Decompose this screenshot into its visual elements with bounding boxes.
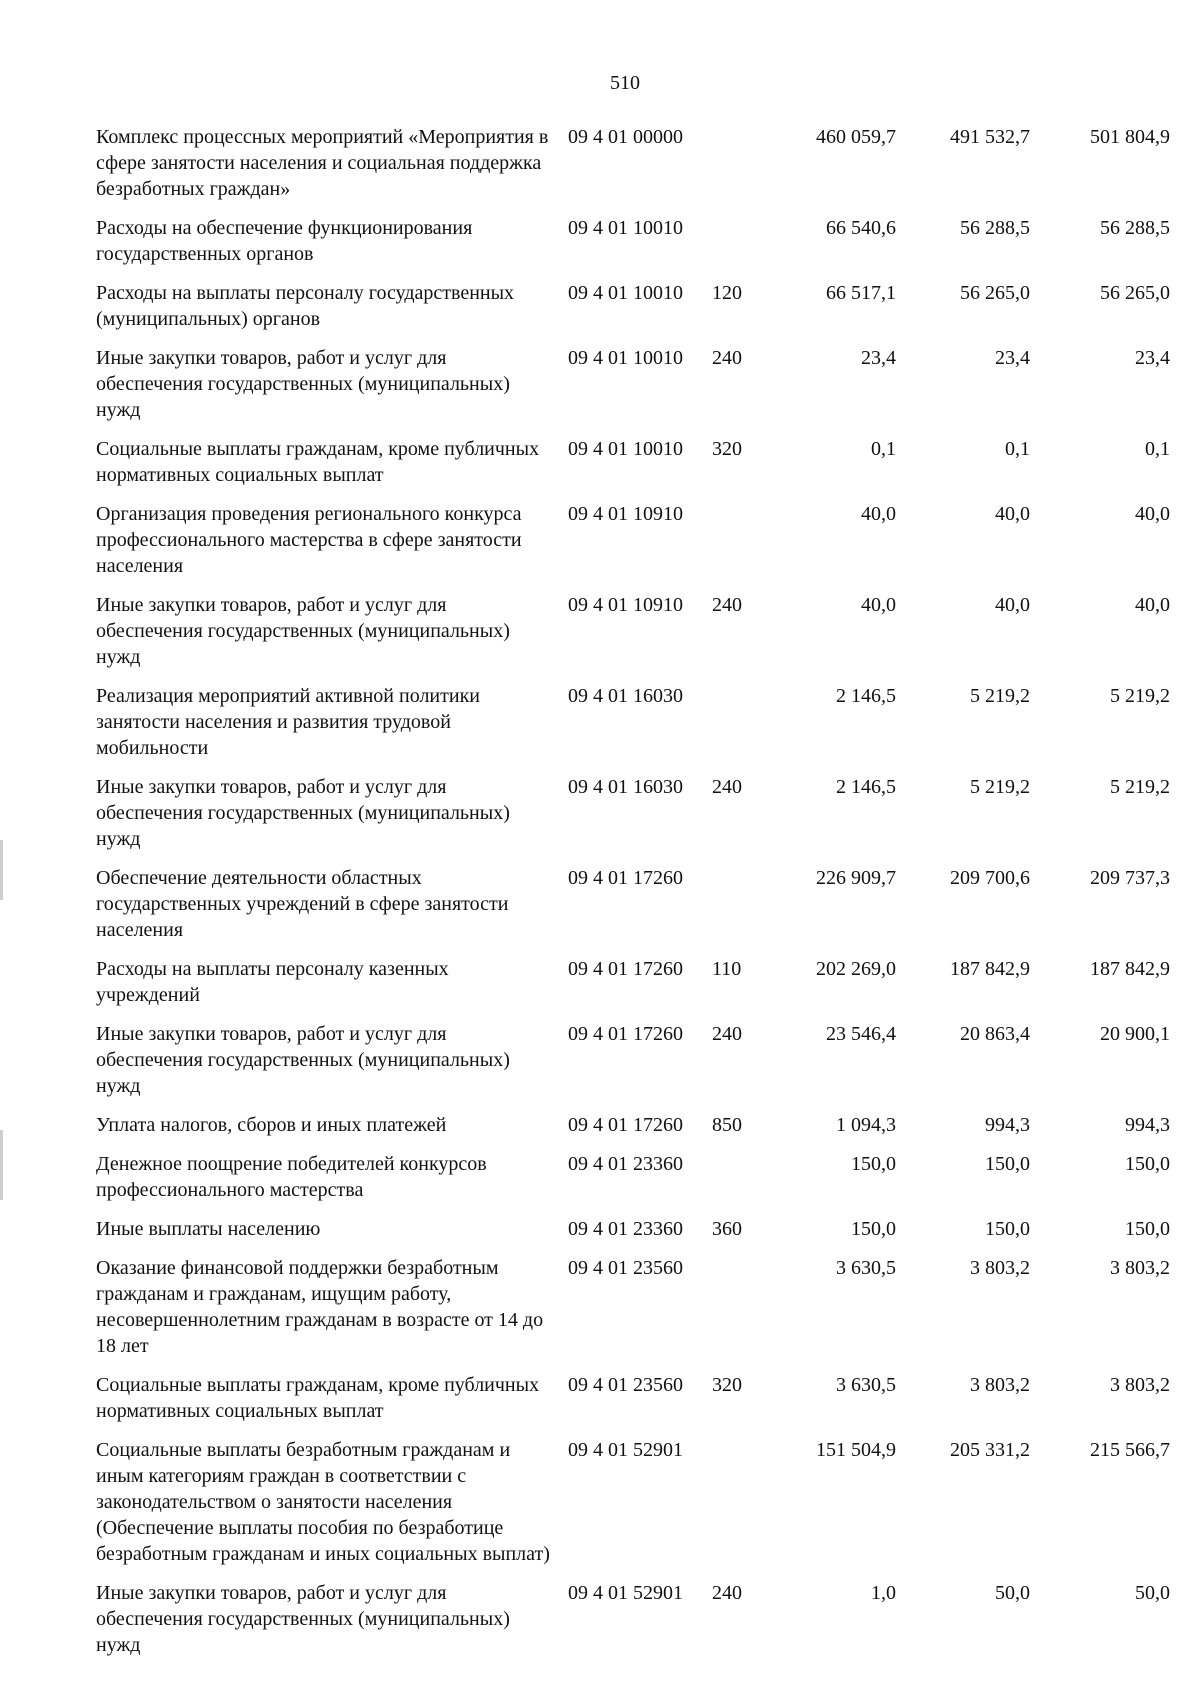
expense-name: Расходы на обеспечение функционирования государственных органов: [96, 217, 473, 265]
amount-year-2: 5 219,2: [970, 685, 1030, 707]
amount-year-3: 209 737,3: [1090, 867, 1170, 889]
target-article-code: 09 4 01 00000: [568, 126, 683, 148]
amount-year-3: 0,1: [1145, 438, 1170, 460]
amount-year-1: 3 630,5: [836, 1374, 896, 1396]
amount-year-3: 5 219,2: [1110, 685, 1170, 707]
expense-type-code: 110: [712, 958, 742, 980]
table-row: [0, 1372, 1200, 1424]
amount-year-3: 20 900,1: [1100, 1023, 1170, 1045]
amount-year-1: 150,0: [851, 1153, 896, 1175]
amount-year-3: 187 842,9: [1090, 958, 1170, 980]
target-article-code: 09 4 01 10010: [568, 438, 683, 460]
amount-year-1: 151 504,9: [816, 1439, 896, 1461]
amount-year-1: 1 094,3: [836, 1114, 896, 1136]
table-row: [0, 215, 1200, 267]
amount-year-2: 40,0: [995, 503, 1030, 525]
expense-name: Иные закупки товаров, работ и услуг для обеспечения государственных (муниципальных) нужд: [96, 347, 510, 421]
amount-year-2: 40,0: [995, 594, 1030, 616]
amount-year-2: 23,4: [995, 347, 1030, 369]
amount-year-2: 20 863,4: [960, 1023, 1030, 1045]
amount-year-3: 150,0: [1125, 1153, 1170, 1175]
target-article-code: 09 4 01 17260: [568, 1114, 683, 1136]
expense-name: Организация проведения регионального конкурса профессионального мастерства в сфере занятости населения: [96, 503, 522, 577]
target-article-code: 09 4 01 16030: [568, 776, 683, 798]
amount-year-2: 205 331,2: [950, 1439, 1030, 1461]
amount-year-2: 209 700,6: [950, 867, 1030, 889]
amount-year-1: 226 909,7: [816, 867, 896, 889]
amount-year-1: 150,0: [851, 1218, 896, 1240]
table-row: [0, 1112, 1200, 1138]
amount-year-3: 3 803,2: [1110, 1257, 1170, 1279]
amount-year-1: 66 517,1: [826, 282, 896, 304]
amount-year-3: 150,0: [1125, 1218, 1170, 1240]
amount-year-2: 994,3: [985, 1114, 1030, 1136]
expense-name: Уплата налогов, сборов и иных платежей: [96, 1114, 447, 1136]
target-article-code: 09 4 01 52901: [568, 1582, 683, 1604]
expense-name: Комплекс процессных мероприятий «Мероприятия в сфере занятости населения и социальная поддержка безработных граждан»: [96, 126, 549, 200]
amount-year-1: 2 146,5: [836, 685, 896, 707]
amount-year-3: 56 265,0: [1100, 282, 1170, 304]
amount-year-3: 501 804,9: [1090, 126, 1170, 148]
expense-name: Иные закупки товаров, работ и услуг для обеспечения государственных (муниципальных) нужд: [96, 1582, 510, 1656]
expense-name: Иные выплаты населению: [96, 1218, 321, 1240]
amount-year-3: 40,0: [1135, 594, 1170, 616]
amount-year-1: 3 630,5: [836, 1257, 896, 1279]
expense-name: Расходы на выплаты персоналу казенных учреждений: [96, 958, 449, 1006]
table-row: [0, 345, 1200, 423]
budget-table: [0, 124, 1200, 1671]
table-row: [0, 1216, 1200, 1242]
amount-year-2: 0,1: [1005, 438, 1030, 460]
amount-year-2: 150,0: [985, 1153, 1030, 1175]
target-article-code: 09 4 01 10010: [568, 217, 683, 239]
target-article-code: 09 4 01 17260: [568, 1023, 683, 1045]
table-row: [0, 774, 1200, 852]
target-article-code: 09 4 01 52901: [568, 1439, 683, 1461]
amount-year-1: 0,1: [871, 438, 896, 460]
table-row: [0, 501, 1200, 579]
expense-name: Денежное поощрение победителей конкурсов профессионального мастерства: [96, 1153, 487, 1201]
expense-type-code: 240: [712, 1023, 742, 1045]
amount-year-1: 40,0: [861, 503, 896, 525]
amount-year-3: 215 566,7: [1090, 1439, 1170, 1461]
amount-year-1: 460 059,7: [816, 126, 896, 148]
amount-year-2: 187 842,9: [950, 958, 1030, 980]
expense-name: Иные закупки товаров, работ и услуг для обеспечения государственных (муниципальных) нужд: [96, 594, 510, 668]
expense-name: Социальные выплаты гражданам, кроме публичных нормативных социальных выплат: [96, 438, 540, 486]
amount-year-2: 150,0: [985, 1218, 1030, 1240]
table-row: [0, 865, 1200, 943]
target-article-code: 09 4 01 16030: [568, 685, 683, 707]
expense-type-code: 240: [712, 776, 742, 798]
expense-type-code: 320: [712, 438, 742, 460]
amount-year-1: 2 146,5: [836, 776, 896, 798]
amount-year-2: 5 219,2: [970, 776, 1030, 798]
expense-type-code: 320: [712, 1374, 742, 1396]
amount-year-3: 50,0: [1135, 1582, 1170, 1604]
target-article-code: 09 4 01 17260: [568, 867, 683, 889]
target-article-code: 09 4 01 10010: [568, 282, 683, 304]
target-article-code: 09 4 01 17260: [568, 958, 683, 980]
expense-name: Социальные выплаты гражданам, кроме публичных нормативных социальных выплат: [96, 1374, 540, 1422]
scan-edge-mark: [0, 840, 3, 900]
target-article-code: 09 4 01 23360: [568, 1218, 683, 1240]
amount-year-3: 994,3: [1125, 1114, 1170, 1136]
amount-year-1: 40,0: [861, 594, 896, 616]
target-article-code: 09 4 01 23560: [568, 1257, 683, 1279]
table-row: [0, 956, 1200, 1008]
amount-year-2: 3 803,2: [970, 1374, 1030, 1396]
table-row: [0, 1580, 1200, 1658]
expense-type-code: 850: [712, 1114, 742, 1136]
amount-year-3: 56 288,5: [1100, 217, 1170, 239]
target-article-code: 09 4 01 23560: [568, 1374, 683, 1396]
target-article-code: 09 4 01 23360: [568, 1153, 683, 1175]
target-article-code: 09 4 01 10010: [568, 347, 683, 369]
table-row: [0, 592, 1200, 670]
expense-name: Реализация мероприятий активной политики занятости населения и развития трудовой мобильности: [96, 685, 480, 759]
amount-year-1: 23,4: [861, 347, 896, 369]
expense-type-code: 360: [712, 1218, 742, 1240]
amount-year-3: 40,0: [1135, 503, 1170, 525]
table-row: [0, 1255, 1200, 1359]
expense-name: Социальные выплаты безработным гражданам и иным категориям граждан в соответствии с законодательством о занятости населения (Обеспечение выплаты пособия по безработице безработным гражданам и иных социальных выплат): [96, 1439, 550, 1565]
expense-name: Обеспечение деятельности областных государственных учреждений в сфере занятости населения: [96, 867, 509, 941]
amount-year-2: 491 532,7: [950, 126, 1030, 148]
expense-type-code: 240: [712, 594, 742, 616]
amount-year-3: 5 219,2: [1110, 776, 1170, 798]
expense-name: Оказание финансовой поддержки безработным гражданам и гражданам, ищущим работу, несовершеннолетним гражданам в возрасте от 14 до 18 лет: [96, 1257, 544, 1357]
page-number: 510: [610, 72, 640, 94]
amount-year-2: 50,0: [995, 1582, 1030, 1604]
expense-name: Иные закупки товаров, работ и услуг для обеспечения государственных (муниципальных) нужд: [96, 776, 510, 850]
amount-year-2: 3 803,2: [970, 1257, 1030, 1279]
expense-type-code: 240: [712, 1582, 742, 1604]
table-row: [0, 280, 1200, 332]
amount-year-1: 1,0: [871, 1582, 896, 1604]
table-row: [0, 1151, 1200, 1203]
expense-type-code: 240: [712, 347, 742, 369]
target-article-code: 09 4 01 10910: [568, 594, 683, 616]
table-row: [0, 1021, 1200, 1099]
expense-type-code: 120: [712, 282, 742, 304]
scan-edge-mark: [0, 1130, 3, 1200]
amount-year-1: 23 546,4: [826, 1023, 896, 1045]
amount-year-1: 202 269,0: [816, 958, 896, 980]
table-row: [0, 436, 1200, 488]
amount-year-3: 23,4: [1135, 347, 1170, 369]
amount-year-3: 3 803,2: [1110, 1374, 1170, 1396]
amount-year-2: 56 265,0: [960, 282, 1030, 304]
table-row: [0, 1437, 1200, 1567]
table-row: [0, 124, 1200, 202]
expense-name: Расходы на выплаты персоналу государственных (муниципальных) органов: [96, 282, 515, 330]
target-article-code: 09 4 01 10910: [568, 503, 683, 525]
table-row: [0, 683, 1200, 761]
amount-year-1: 66 540,6: [826, 217, 896, 239]
amount-year-2: 56 288,5: [960, 217, 1030, 239]
expense-name: Иные закупки товаров, работ и услуг для обеспечения государственных (муниципальных) нужд: [96, 1023, 510, 1097]
